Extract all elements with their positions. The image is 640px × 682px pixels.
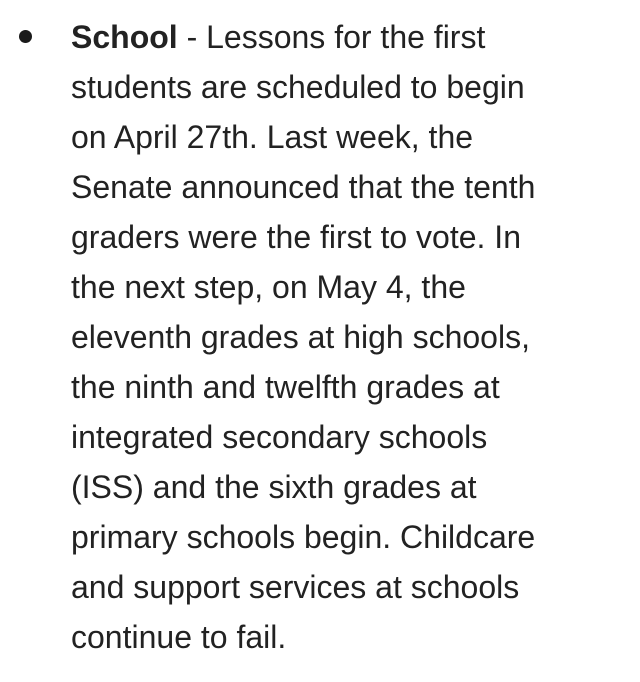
item-heading: School bbox=[71, 19, 178, 55]
paragraph-line: the next step, on May 4, the bbox=[71, 269, 466, 305]
paragraph-line: and support services at schools bbox=[71, 569, 520, 605]
paragraph-text: Lessons for the first bbox=[206, 19, 486, 55]
paragraph-line: on April 27th. Last week, the bbox=[71, 119, 474, 155]
paragraph-line: students are scheduled to begin bbox=[71, 69, 525, 105]
heading-separator: - bbox=[177, 19, 207, 55]
paragraph-line bbox=[71, 12, 535, 62]
paragraph-line: Senate announced that the tenth bbox=[71, 169, 536, 205]
paragraph-line: the ninth and twelfth grades at bbox=[71, 369, 500, 405]
paragraph-line: integrated secondary schools bbox=[71, 419, 488, 455]
paragraph-line: primary schools begin. Childcare bbox=[71, 519, 536, 555]
paragraph-line: eleventh grades at high schools, bbox=[71, 319, 530, 355]
bullet-icon bbox=[19, 30, 32, 43]
paragraph-line: continue to fail. bbox=[71, 619, 287, 655]
paragraph-line: graders were the first to vote. In bbox=[71, 219, 521, 255]
paragraph-line: (ISS) and the sixth grades at bbox=[71, 469, 477, 505]
bullet-paragraph bbox=[71, 12, 535, 662]
